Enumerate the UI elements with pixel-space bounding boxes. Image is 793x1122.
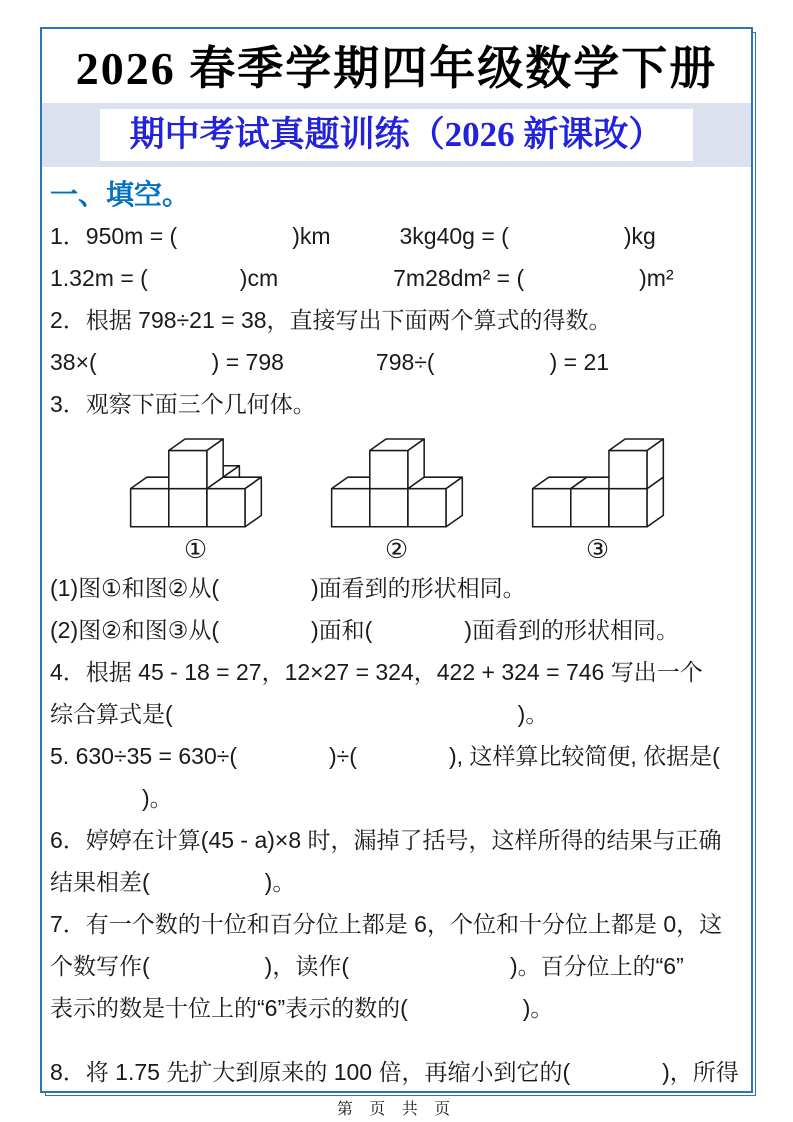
question-2-line-2: 38×( ) = 798 798÷( ) = 21 [50, 349, 610, 375]
figure-3-label: ③ [585, 534, 610, 564]
cube-figure-2 [324, 431, 469, 565]
cube-figure-3-drawing [525, 431, 670, 531]
worksheet-content [42, 167, 751, 1093]
question-7-line-1: 7．有一个数的十位和百分位上都是 6，个位和十分位上都是 0，这 [50, 911, 723, 937]
figure-1-label: ① [183, 534, 208, 564]
question-3-line-1: 3．观察下面三个几何体。 [50, 391, 316, 417]
cube-top-middle [169, 439, 223, 489]
worksheet-subtitle: 期中考试真题训练（2026 新课改） [129, 115, 664, 154]
question-5-line-2: )。 [50, 785, 173, 811]
question-1-line-2: 1.32m = ( )cm 7m28dm² = ( )m² [50, 265, 674, 291]
cube-figure-3 [525, 431, 670, 565]
question-3-sub-1: (1)图①和图②从( )面看到的形状相同。 [50, 575, 526, 601]
cube-figure-2-drawing [324, 431, 469, 531]
question-6-line-1: 6．婷婷在计算(45 - a)×8 时，漏掉了括号，这样所得的结果与正确 [50, 827, 722, 853]
subtitle-band [42, 103, 751, 167]
question-7-line-2: 个数写作( )，读作( )。百分位上的“6” [50, 953, 684, 979]
figure-2-label: ② [384, 534, 409, 564]
page-footer: 第 页 共 页 [336, 1101, 457, 1118]
question-5-line-1: 5. 630÷35 = 630÷( )÷( ), 这样算比较简便, 依据是( [50, 743, 720, 769]
geometry-figures [50, 431, 743, 565]
cube-figure-1 [123, 431, 268, 565]
question-2-line-1: 2．根据 798÷21 = 38，直接写出下面两个算式的得数。 [50, 307, 612, 333]
cube-figure-1-drawing [123, 431, 268, 531]
question-1-line-1: 1．950m = ( )km 3kg40g = ( )kg [50, 223, 656, 249]
question-4-line-2: 综合算式是( )。 [50, 701, 549, 727]
cube-top-right [609, 439, 663, 489]
subtitle-box [100, 109, 694, 161]
worksheet-frame [40, 27, 753, 1093]
question-8-line-1: 8．将 1.75 先扩大到原来的 100 倍，再缩小到它的( )，所得 [50, 1059, 739, 1085]
question-3-sub-2: (2)图②和图③从( )面和( )面看到的形状相同。 [50, 617, 679, 643]
section-heading-fill-in-blanks: 一、填空。 [50, 179, 191, 210]
cube-top-middle [370, 439, 424, 489]
question-4-line-1: 4．根据 45 - 18 = 27，12×27 = 324，422 + 324 = 746 写出一个 [50, 659, 703, 685]
worksheet-title: 2026 春季学期四年级数学下册 [75, 43, 718, 94]
question-7-line-3: 表示的数是十位上的“6”表示的数的( )。 [50, 995, 554, 1021]
question-6-line-2: 结果相差( )。 [50, 869, 296, 895]
